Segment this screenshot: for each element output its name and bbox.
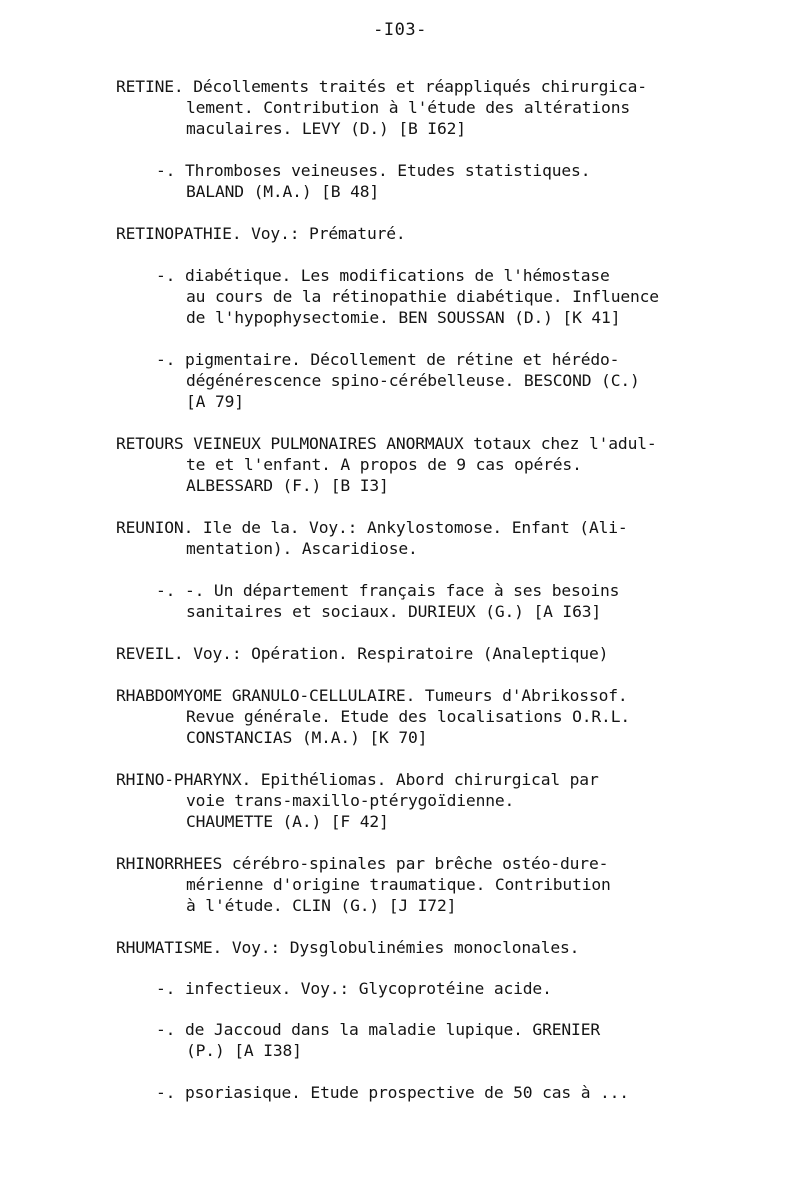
entry-line: CONSTANCIAS (M.A.) [K 70] bbox=[186, 728, 428, 747]
entry-line: (P.) [A I38] bbox=[186, 1041, 302, 1060]
index-subentry bbox=[116, 1082, 706, 1103]
entry-line: maculaires. LEVY (D.) [B I62] bbox=[186, 119, 466, 138]
entry-line: [A 79] bbox=[186, 392, 244, 411]
index-subentry bbox=[116, 978, 706, 999]
index-subentry bbox=[116, 265, 706, 328]
entry-line: REVEIL. Voy.: Opération. Respiratoire (Analeptique) bbox=[116, 644, 609, 663]
entry-line: -. infectieux. Voy.: Glycoprotéine acide. bbox=[156, 979, 552, 998]
entry-line: RETINOPATHIE. Voy.: Prématuré. bbox=[116, 224, 406, 243]
entry-line: RETOURS VEINEUX PULMONAIRES ANORMAUX totaux chez l'adul- bbox=[116, 434, 657, 453]
index-subentry bbox=[116, 580, 706, 622]
entry-line: RETINE. Décollements traités et réappliqués chirurgica- bbox=[116, 77, 647, 96]
entry-line: BALAND (M.A.) [B 48] bbox=[186, 182, 380, 201]
index-entry-rhinorrhees bbox=[116, 853, 706, 916]
entry-line: sanitaires et sociaux. DURIEUX (G.) [A I63] bbox=[186, 602, 602, 621]
entry-line: REUNION. Ile de la. Voy.: Ankylostomose. Enfant (Ali- bbox=[116, 518, 628, 537]
index-entry-retine bbox=[116, 76, 706, 139]
entry-line: -. diabétique. Les modifications de l'hémostase bbox=[156, 266, 610, 285]
entry-line: lement. Contribution à l'étude des altérations bbox=[186, 98, 630, 117]
entry-line: RHUMATISME. Voy.: Dysglobulinémies monoclonales. bbox=[116, 938, 580, 957]
entry-line: RHINORRHEES cérébro-spinales par brêche ostéo-dure- bbox=[116, 854, 609, 873]
entry-line: de l'hypophysectomie. BEN SOUSSAN (D.) [K 41] bbox=[186, 308, 621, 327]
entry-line: -. -. Un département français face à ses besoins bbox=[156, 581, 620, 600]
entry-line: -. de Jaccoud dans la maladie lupique. GRENIER bbox=[156, 1020, 600, 1039]
index-subentry bbox=[116, 1019, 706, 1061]
entry-line: mérienne d'origine traumatique. Contribution bbox=[186, 875, 611, 894]
entry-line: CHAUMETTE (A.) [F 42] bbox=[186, 812, 389, 831]
index-entry-retours-veineux bbox=[116, 433, 706, 496]
index-subentry bbox=[116, 160, 706, 202]
index-subentry bbox=[116, 349, 706, 412]
entry-line: -. psoriasique. Etude prospective de 50 cas à ... bbox=[156, 1083, 629, 1102]
entry-line: voie trans-maxillo-ptérygoïdienne. bbox=[186, 791, 515, 810]
index-entry-rhumatisme bbox=[116, 937, 706, 958]
entry-line: -. Thromboses veineuses. Etudes statistiques. bbox=[156, 161, 591, 180]
entry-line: te et l'enfant. A propos de 9 cas opérés. bbox=[186, 455, 582, 474]
index-entry-reunion bbox=[116, 517, 706, 559]
entry-line: RHABDOMYOME GRANULO-CELLULAIRE. Tumeurs d'Abrikossof. bbox=[116, 686, 628, 705]
entry-line: mentation). Ascaridiose. bbox=[186, 539, 418, 558]
entry-line: Revue générale. Etude des localisations O.R.L. bbox=[186, 707, 630, 726]
index-entry-reveil bbox=[116, 643, 706, 664]
index-entries bbox=[116, 76, 706, 1124]
index-entry-rhino-pharynx bbox=[116, 769, 706, 832]
index-entry-retinopathie bbox=[116, 223, 706, 244]
page-number: -I03- bbox=[373, 20, 427, 40]
entry-line: dégénérescence spino-cérébelleuse. BESCOND (C.) bbox=[186, 371, 640, 390]
index-entry-rhabdomyome bbox=[116, 685, 706, 748]
entry-line: au cours de la rétinopathie diabétique. Influence bbox=[186, 287, 659, 306]
entry-line: -. pigmentaire. Décollement de rétine et hérédo- bbox=[156, 350, 620, 369]
entry-line: ALBESSARD (F.) [B I3] bbox=[186, 476, 389, 495]
entry-line: RHINO-PHARYNX. Epithéliomas. Abord chirurgical par bbox=[116, 770, 599, 789]
entry-line: à l'étude. CLIN (G.) [J I72] bbox=[186, 896, 457, 915]
